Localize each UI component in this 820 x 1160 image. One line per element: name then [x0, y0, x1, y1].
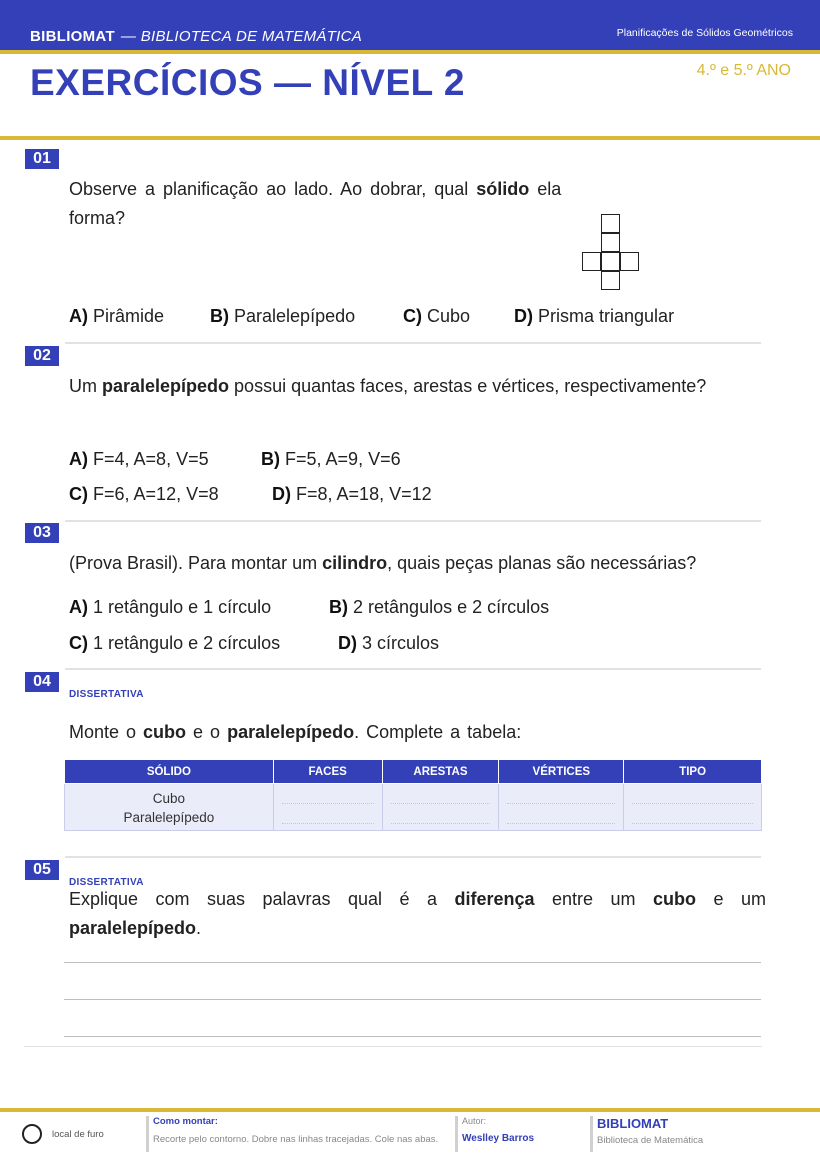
- howto-text: Recorte pelo contorno. Dobre nas linhas tracejadas. Cole nas abas.: [153, 1134, 439, 1145]
- option-text: Paralelepípedo: [234, 306, 356, 326]
- option-letter: A): [69, 306, 88, 326]
- q1-option-d[interactable]: [514, 306, 674, 327]
- q1-text-bold: sólido: [476, 179, 530, 199]
- question-01-text: [69, 175, 589, 233]
- option-letter: D): [514, 306, 533, 326]
- solid-name: Paralelepípedo: [123, 810, 215, 825]
- howto-block: [146, 1116, 438, 1152]
- question-divider: [65, 856, 761, 858]
- author-name: Weslley Barros: [462, 1133, 535, 1144]
- q3-text-pre: (Prova Brasil). Para montar um: [69, 553, 323, 573]
- option-letter: C): [69, 484, 88, 504]
- option-text: Cubo: [427, 306, 471, 326]
- q2-option-b[interactable]: [261, 449, 401, 470]
- footer-brand-sub: Biblioteca de Matemática: [597, 1135, 704, 1146]
- option-text: F=4, A=8, V=5: [93, 449, 209, 469]
- option-letter: B): [261, 449, 280, 469]
- howto-label: Como montar:: [153, 1116, 218, 1127]
- brand-subtitle: — BIBLIOTECA DE MATEMÁTICA: [120, 28, 363, 45]
- option-text: Prisma triangular: [538, 306, 675, 326]
- dissertativa-tag: DISSERTATIVA: [69, 689, 144, 700]
- option-letter: C): [69, 633, 88, 653]
- question-05-text: [69, 885, 766, 943]
- q2-option-d[interactable]: [272, 484, 432, 505]
- question-divider: [65, 668, 761, 670]
- question-number-02: 02: [25, 346, 59, 366]
- option-letter: C): [403, 306, 422, 326]
- q4-text-post: . Complete a tabela:: [354, 722, 522, 742]
- option-text: 1 retângulo e 1 círculo: [93, 597, 272, 617]
- option-letter: A): [69, 449, 88, 469]
- cube-net-figure: [582, 214, 640, 290]
- faces-answer-cell[interactable]: [273, 784, 382, 831]
- option-text: F=5, A=9, V=6: [285, 449, 401, 469]
- option-text: F=8, A=18, V=12: [296, 484, 432, 504]
- question-04-text: [69, 718, 759, 747]
- title-divider: [0, 136, 820, 140]
- question-number-04: 04: [25, 672, 59, 692]
- q3-option-b[interactable]: [329, 597, 549, 618]
- table-header: SÓLIDO: [65, 760, 274, 784]
- hole-label: local de furo: [52, 1129, 104, 1140]
- q5-text-bold: diferença: [454, 889, 535, 909]
- option-letter: B): [210, 306, 229, 326]
- question-divider: [65, 342, 761, 344]
- question-divider: [24, 1046, 762, 1047]
- q4-text-bold: cubo: [143, 722, 187, 742]
- solids-table: [64, 759, 762, 831]
- author-block: [455, 1116, 534, 1152]
- q3-option-a[interactable]: [69, 597, 271, 618]
- q5-text-mid2: e um: [696, 889, 766, 909]
- option-text: Pirâmide: [93, 306, 165, 326]
- answer-line[interactable]: [64, 999, 761, 1000]
- q1-option-b[interactable]: [210, 306, 355, 327]
- question-number-03: 03: [25, 523, 59, 543]
- table-header: ARESTAS: [382, 760, 499, 784]
- brand-title: [30, 28, 362, 45]
- q3-option-d[interactable]: [338, 633, 439, 654]
- question-03-text: [69, 549, 759, 578]
- q3-text-post: , quais peças planas são necessárias?: [387, 553, 697, 573]
- author-label: Autor:: [462, 1116, 487, 1126]
- solid-name: Cubo: [152, 791, 185, 806]
- table-header: FACES: [273, 760, 382, 784]
- punch-hole-icon: [22, 1124, 42, 1144]
- solids-cell: [65, 784, 274, 831]
- q1-text-pre: Observe a planificação ao lado. Ao dobrar, qual: [69, 179, 477, 199]
- header-bar: [0, 0, 820, 50]
- footer-brand: BIBLIOMAT: [597, 1116, 669, 1131]
- q2-text-bold: paralelepípedo: [102, 376, 230, 396]
- table-header-row: [65, 760, 762, 784]
- table-header: VÉRTICES: [499, 760, 624, 784]
- header-divider: [0, 50, 820, 54]
- question-02-text: [69, 372, 759, 401]
- answer-line[interactable]: [64, 1036, 761, 1037]
- question-divider: [65, 520, 761, 522]
- option-letter: D): [272, 484, 291, 504]
- topic-label: Planificações de Sólidos Geométricos: [616, 27, 793, 39]
- footer-divider: [0, 1108, 820, 1112]
- answer-line[interactable]: [64, 962, 761, 963]
- q3-text-bold: cilindro: [322, 553, 388, 573]
- q2-text-post: possui quantas faces, arestas e vértices, respectivamente?: [229, 376, 707, 396]
- option-text: F=6, A=12, V=8: [93, 484, 219, 504]
- page-title: EXERCÍCIOS — NÍVEL 2: [30, 62, 465, 103]
- option-text: 2 retângulos e 2 círculos: [353, 597, 550, 617]
- vertices-answer-cell[interactable]: [499, 784, 624, 831]
- q2-option-c[interactable]: [69, 484, 219, 505]
- q5-text-bold3: paralelepípedo: [69, 918, 197, 938]
- q5-text-bold2: cubo: [653, 889, 697, 909]
- grade-label: 4.º e 5.º ANO: [696, 62, 791, 79]
- q4-text-mid: e o: [186, 722, 228, 742]
- tipo-answer-cell[interactable]: [624, 784, 762, 831]
- q2-text-pre: Um: [69, 376, 102, 396]
- q2-option-a[interactable]: [69, 449, 209, 470]
- arestas-answer-cell[interactable]: [382, 784, 499, 831]
- q4-text-pre: Monte o: [69, 722, 144, 742]
- q1-option-a[interactable]: [69, 306, 164, 327]
- q5-text-mid: entre um: [534, 889, 654, 909]
- option-letter: B): [329, 597, 348, 617]
- question-number-01: 01: [25, 149, 59, 169]
- q3-option-c[interactable]: [69, 633, 280, 654]
- q5-text-pre: Explique com suas palavras qual é a: [69, 889, 455, 909]
- question-number-05: 05: [25, 860, 59, 880]
- option-text: 3 círculos: [362, 633, 440, 653]
- brand-name: BIBLIOMAT: [30, 28, 115, 45]
- table-header: TIPO: [624, 760, 762, 784]
- option-letter: D): [338, 633, 357, 653]
- q1-text-post: ela forma?: [69, 179, 562, 228]
- dissertativa-tag: DISSERTATIVA: [69, 877, 144, 888]
- table-row: [65, 784, 762, 831]
- footer-brand-block: [590, 1116, 703, 1152]
- q4-text-bold2: paralelepípedo: [227, 722, 355, 742]
- q5-text-post: .: [196, 918, 202, 938]
- option-text: 1 retângulo e 2 círculos: [93, 633, 281, 653]
- option-letter: A): [69, 597, 88, 617]
- q1-option-c[interactable]: [403, 306, 470, 327]
